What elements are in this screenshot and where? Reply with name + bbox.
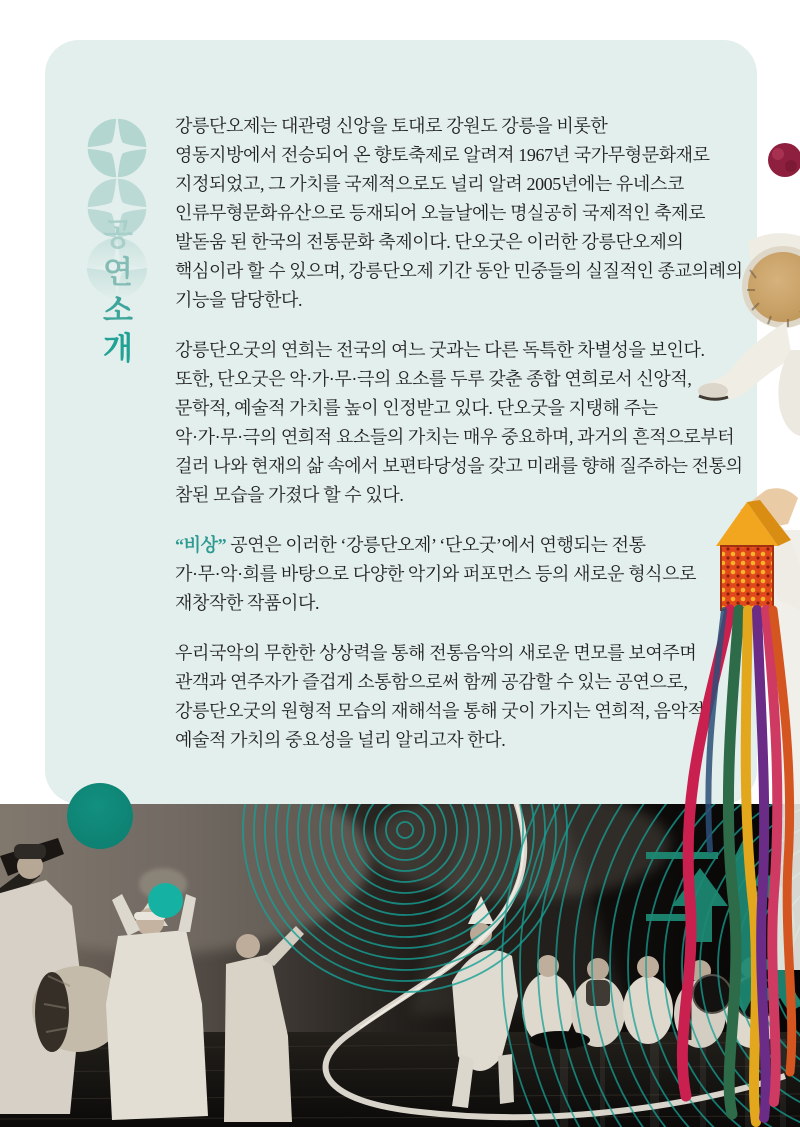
title-char: 소 xyxy=(103,293,133,328)
text-line: 영동지방에서 전승되어 온 향토축제로 알려져 1967년 국가무형문화재로 xyxy=(175,145,710,165)
title-char: 공 xyxy=(103,217,133,252)
text-line: 재창작한 작품이다. xyxy=(175,593,320,613)
lantern-photo-cutout xyxy=(660,470,800,1127)
title-char: 연 xyxy=(103,255,133,290)
text-line: 지정되었고, 그 가치를 국제적으로도 널리 알려 2005년에는 유네스코 xyxy=(175,174,684,194)
teal-dot-large xyxy=(67,783,133,849)
text-line: 강릉단오굿의 연희는 전국의 여느 굿과는 다른 독특한 차별성을 보인다. xyxy=(175,340,705,360)
text-line: 예술적 가치의 중요성을 널리 알리고자 한다. xyxy=(175,730,506,750)
text-line: 핵심이라 할 수 있으며, 강릉단오제 기간 동안 민중들의 실질적인 종교의례의 xyxy=(175,261,743,281)
text-line: 강릉단오굿의 원형적 모습의 재해석을 통해 굿이 가지는 연희적, 음악적, xyxy=(175,701,709,721)
text-line: 강릉단오제는 대관령 신앙을 토대로 강원도 강릉을 비롯한 xyxy=(175,116,608,136)
text-line: 참된 모습을 가졌다 할 수 있다. xyxy=(175,485,404,505)
text-line: 악·가·무·극의 연희적 요소들의 가치는 매우 중요하며, 과거의 흔적으로부터 xyxy=(175,427,735,447)
text-line-rest: 공연은 이러한 ‘강릉단오제’ ‘단오굿’에서 연행되는 전통 xyxy=(226,535,646,555)
text-line: 걸러 나와 현재의 삶 속에서 보편타당성을 갖고 미래를 향해 질주하는 전통의 xyxy=(175,456,743,476)
show-name-accent: “비상” xyxy=(175,535,227,555)
red-tassel xyxy=(768,143,800,177)
teal-dot-small xyxy=(148,883,183,918)
text-line: 우리국악의 무한한 상상력을 통해 전통음악의 새로운 면모를 보여주며 xyxy=(175,643,697,663)
paragraph-1 xyxy=(175,112,755,315)
text-line: 인류무형문화유산으로 등재되어 오늘날에는 명실공히 국제적인 축제로 xyxy=(175,203,706,223)
text-line: 문학적, 예술적 가치를 높이 인정받고 있다. 단오굿을 지탱해 주는 xyxy=(175,398,658,418)
drummer-photo-cutout xyxy=(690,110,800,440)
section-title-vertical xyxy=(98,216,138,368)
text-line: 가·무·악·희를 바탕으로 다양한 악기와 퍼포먼스 등의 새로운 형식으로 xyxy=(175,564,697,584)
text-line: 관객과 연주자가 즐겁게 소통함으로써 함께 공감할 수 있는 공연으로, xyxy=(175,672,688,692)
title-char: 개 xyxy=(103,331,133,366)
text-line: 또한, 단오굿은 악·가·무·극의 요소를 두루 갖춘 종합 연희로서 신앙적, xyxy=(175,369,692,389)
text-line: 기능을 담당한다. xyxy=(175,290,303,310)
text-line: 발돋움 된 한국의 전통문화 축제이다. 단오굿은 이러한 강릉단오제의 xyxy=(175,232,684,252)
